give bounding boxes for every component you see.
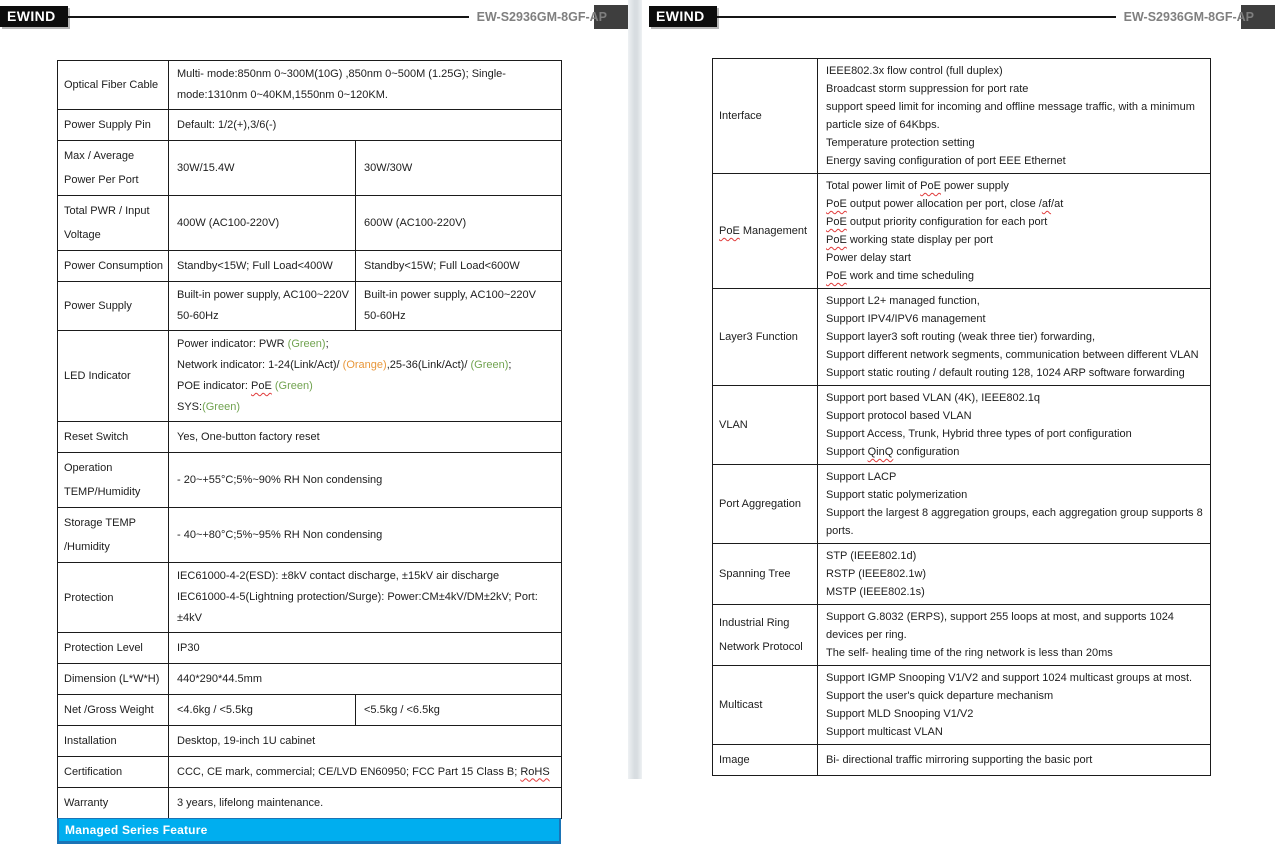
text-line bbox=[177, 64, 555, 106]
text-line bbox=[177, 525, 555, 546]
spec-row bbox=[713, 59, 1211, 174]
text-line bbox=[826, 80, 1204, 98]
spec-row bbox=[58, 141, 562, 196]
spec-value bbox=[818, 174, 1211, 289]
text-segment: Port Aggregation bbox=[719, 498, 801, 510]
text-segment: Spanning Tree bbox=[719, 568, 791, 580]
spec-value bbox=[169, 141, 356, 196]
text-segment: Support LACP bbox=[826, 471, 897, 483]
text-line bbox=[826, 687, 1204, 705]
spec-label bbox=[713, 544, 818, 605]
model-number: EW-S2936GM-8GF-AP bbox=[476, 9, 607, 24]
spec-label bbox=[58, 508, 169, 563]
text-line bbox=[177, 158, 349, 179]
feature-sheet bbox=[712, 58, 1210, 776]
green-status-text: (Green) bbox=[202, 401, 240, 413]
text-segment: IEEE802.3x flow control (full duplex) bbox=[826, 65, 1003, 77]
text-line bbox=[826, 134, 1204, 152]
text-segment: working state display per port bbox=[846, 234, 993, 246]
text-line bbox=[177, 397, 555, 418]
spec-row bbox=[58, 282, 562, 331]
spec-value bbox=[356, 196, 562, 251]
text-segment: /at bbox=[1051, 198, 1064, 210]
text-segment: CCC, CE mark, commercial; CE/LVD EN60950; FCC Part 15 Class B; bbox=[177, 765, 521, 778]
spec-value bbox=[169, 196, 356, 251]
text-line bbox=[826, 62, 1204, 80]
spec-value bbox=[169, 664, 562, 695]
spec-label bbox=[713, 745, 818, 776]
text-line bbox=[826, 644, 1204, 662]
text-line bbox=[826, 292, 1204, 310]
text-segment: The self- healing time of the ring network is less than 20ms bbox=[826, 647, 1113, 659]
text-segment: Certification bbox=[64, 766, 123, 778]
text-segment: 30W/15.4W bbox=[177, 161, 235, 174]
text-segment: Support multicast VLAN bbox=[826, 726, 943, 738]
text-line bbox=[64, 511, 165, 559]
spec-value bbox=[356, 141, 562, 196]
spec-label bbox=[58, 788, 169, 819]
text-segment: Power Supply bbox=[64, 300, 132, 312]
spec-row bbox=[58, 563, 562, 633]
text-line bbox=[64, 254, 165, 278]
left-spec-table bbox=[57, 60, 562, 819]
text-segment: Storage TEMP /Humidity bbox=[64, 517, 136, 553]
text-segment: Layer3 Function bbox=[719, 331, 798, 343]
text-segment: Built-in power supply, AC100~220V bbox=[364, 289, 536, 301]
spec-value bbox=[169, 422, 562, 453]
text-line bbox=[364, 158, 555, 179]
text-line bbox=[364, 256, 555, 277]
text-line bbox=[826, 328, 1204, 346]
text-segment: Support bbox=[826, 446, 868, 458]
text-segment: Power Supply Pin bbox=[64, 119, 151, 131]
spec-row bbox=[58, 695, 562, 726]
text-line bbox=[719, 492, 814, 516]
spec-value bbox=[169, 508, 562, 563]
spec-row bbox=[58, 726, 562, 757]
text-segment: Yes, One-button factory reset bbox=[177, 430, 320, 443]
text-line bbox=[719, 748, 814, 772]
text-line bbox=[826, 751, 1204, 769]
text-line bbox=[64, 425, 165, 449]
text-segment: output priority configuration for each port bbox=[846, 216, 1048, 228]
spec-value bbox=[818, 59, 1211, 174]
misspelled-word: PoE bbox=[920, 180, 941, 192]
spec-value bbox=[169, 726, 562, 757]
text-line bbox=[826, 547, 1204, 565]
text-line bbox=[64, 586, 165, 610]
text-segment: Support G.8032 (ERPS), support 255 loops at most, and supports 1024 devices per ring. bbox=[826, 611, 1174, 641]
text-line bbox=[826, 468, 1204, 486]
spec-row bbox=[58, 788, 562, 819]
misspelled-word: PoE bbox=[826, 234, 847, 246]
text-segment: Support IGMP Snooping V1/V2 and support 1024 multicast groups at most. bbox=[826, 672, 1193, 684]
text-segment: STP (IEEE802.1d) bbox=[826, 550, 917, 562]
text-line bbox=[719, 413, 814, 437]
text-segment: Management bbox=[739, 225, 808, 237]
text-line bbox=[826, 195, 1204, 213]
model-number: EW-S2936GM-8GF-AP bbox=[1123, 9, 1254, 24]
text-line bbox=[177, 285, 349, 306]
page-gutter bbox=[628, 0, 642, 779]
text-line bbox=[826, 705, 1204, 723]
header-rule bbox=[68, 16, 469, 18]
spec-value bbox=[818, 386, 1211, 465]
spec-value bbox=[169, 251, 356, 282]
page-header bbox=[642, 4, 1263, 29]
text-line bbox=[64, 364, 165, 388]
text-segment: IEC61000-4-2(ESD): ±8kV contact discharge, ±15kV air discharge bbox=[177, 570, 500, 582]
text-line bbox=[719, 693, 814, 717]
spec-value bbox=[356, 251, 562, 282]
text-line bbox=[364, 285, 555, 306]
spec-label bbox=[58, 331, 169, 422]
spec-label bbox=[58, 196, 169, 251]
text-line bbox=[177, 700, 349, 721]
text-segment: Standby<15W; Full Load<600W bbox=[364, 259, 520, 272]
text-segment: support speed limit for incoming and offline message traffic, with a minimum particle size of 64Kbps. bbox=[826, 101, 1195, 131]
spec-row bbox=[713, 666, 1211, 745]
spec-row bbox=[58, 664, 562, 695]
spec-value bbox=[356, 695, 562, 726]
text-segment: ; bbox=[325, 338, 329, 350]
text-segment: power supply bbox=[940, 180, 1009, 192]
text-line bbox=[826, 583, 1204, 601]
spec-row bbox=[713, 386, 1211, 465]
text-segment: Warranty bbox=[64, 797, 109, 809]
text-line bbox=[177, 587, 555, 629]
text-segment: <5.5kg / <6.5kg bbox=[364, 703, 440, 716]
text-segment: Operation TEMP/Humidity bbox=[64, 462, 141, 498]
spec-row bbox=[58, 633, 562, 664]
text-segment: Temperature protection setting bbox=[826, 137, 975, 149]
orange-status-text: (Orange) bbox=[342, 359, 387, 371]
spec-label bbox=[58, 726, 169, 757]
misspelled-word: PoE bbox=[719, 225, 740, 237]
spec-label bbox=[58, 757, 169, 788]
spec-value bbox=[169, 331, 562, 422]
text-segment: Support static polymerization bbox=[826, 489, 968, 501]
text-line bbox=[177, 427, 555, 448]
text-line bbox=[719, 219, 814, 243]
spec-label bbox=[713, 59, 818, 174]
text-segment: Industrial Ring Network Protocol bbox=[719, 617, 803, 653]
text-segment: Support protocol based VLAN bbox=[826, 410, 972, 422]
spec-value bbox=[169, 788, 562, 819]
text-line bbox=[64, 456, 165, 504]
spec-label bbox=[58, 110, 169, 141]
text-line bbox=[177, 638, 555, 659]
text-line bbox=[177, 470, 555, 491]
spec-row bbox=[58, 508, 562, 563]
spec-value bbox=[818, 745, 1211, 776]
spec-label bbox=[58, 453, 169, 508]
text-line bbox=[64, 294, 165, 318]
text-segment: Broadcast storm suppression for port rate bbox=[826, 83, 1029, 95]
spec-value bbox=[169, 633, 562, 664]
text-segment: 30W/30W bbox=[364, 161, 413, 174]
brand-logo: EWIND bbox=[649, 6, 717, 27]
text-line bbox=[177, 669, 555, 690]
spec-value bbox=[169, 563, 562, 633]
text-segment: Power indicator: PWR bbox=[177, 338, 288, 350]
misspelled-word: PoE bbox=[826, 216, 847, 228]
spec-row bbox=[58, 61, 562, 110]
text-line bbox=[826, 364, 1204, 382]
text-segment: Max / Average Power Per Port bbox=[64, 150, 139, 186]
text-line bbox=[64, 73, 165, 97]
text-line bbox=[719, 325, 814, 349]
text-line bbox=[826, 346, 1204, 364]
text-segment: Default: 1/2(+),3/6(-) bbox=[177, 118, 277, 131]
text-line bbox=[826, 177, 1204, 195]
text-segment: Support port based VLAN (4K), IEEE802.1q bbox=[826, 392, 1041, 404]
text-segment: Support L2+ managed function, bbox=[826, 295, 980, 307]
text-line bbox=[177, 306, 349, 327]
text-segment: 50-60Hz bbox=[364, 310, 406, 322]
spec-row bbox=[58, 196, 562, 251]
header-rule bbox=[717, 16, 1116, 18]
spec-label bbox=[58, 282, 169, 331]
spec-row bbox=[58, 251, 562, 282]
text-line bbox=[64, 199, 165, 247]
text-segment: VLAN bbox=[719, 419, 748, 431]
spec-label bbox=[58, 664, 169, 695]
text-segment: Protection Level bbox=[64, 642, 143, 654]
text-line bbox=[826, 310, 1204, 328]
spec-sheet bbox=[57, 60, 561, 844]
text-line bbox=[826, 231, 1204, 249]
text-segment: configuration bbox=[893, 446, 960, 458]
spec-label bbox=[58, 695, 169, 726]
text-line bbox=[826, 723, 1204, 741]
text-segment: ; bbox=[508, 359, 512, 371]
green-status-text: (Green) bbox=[274, 380, 313, 392]
text-segment: LED Indicator bbox=[64, 370, 131, 382]
text-line bbox=[64, 144, 165, 192]
text-line bbox=[826, 213, 1204, 231]
text-segment: 440*290*44.5mm bbox=[177, 672, 263, 685]
text-line bbox=[826, 669, 1204, 687]
text-line bbox=[177, 115, 555, 136]
text-line bbox=[64, 791, 165, 815]
green-status-text: (Green) bbox=[470, 359, 509, 371]
misspelled-word: QinQ bbox=[867, 446, 894, 458]
text-segment: Total power limit of bbox=[826, 180, 921, 192]
spec-label bbox=[713, 289, 818, 386]
text-line bbox=[826, 152, 1204, 170]
spec-value bbox=[818, 465, 1211, 544]
text-segment: Support Access, Trunk, Hybrid three types of port configuration bbox=[826, 428, 1132, 440]
spec-row bbox=[713, 544, 1211, 605]
text-segment: Support different network segments, communication between different VLAN bbox=[826, 349, 1199, 361]
text-line bbox=[826, 407, 1204, 425]
text-line bbox=[364, 213, 555, 234]
text-segment: RSTP (IEEE802.1w) bbox=[826, 568, 927, 580]
spec-label bbox=[713, 605, 818, 666]
spec-label bbox=[58, 633, 169, 664]
text-segment: work and time scheduling bbox=[846, 270, 974, 282]
text-line bbox=[826, 389, 1204, 407]
text-line bbox=[64, 760, 165, 784]
text-segment: Multicast bbox=[719, 699, 763, 711]
text-line bbox=[719, 611, 814, 659]
text-segment: ,25-36(Link/Act)/ bbox=[386, 359, 471, 371]
text-segment: POE indicator: bbox=[177, 380, 251, 392]
spec-value bbox=[169, 757, 562, 788]
misspelled-word: PoE bbox=[250, 380, 272, 392]
spec-row bbox=[713, 605, 1211, 666]
text-line bbox=[826, 565, 1204, 583]
spec-row bbox=[58, 422, 562, 453]
text-segment: Energy saving configuration of port EEE Ethernet bbox=[826, 155, 1066, 167]
text-segment: Optical Fiber Cable bbox=[64, 79, 159, 91]
text-segment: IP30 bbox=[177, 641, 200, 654]
text-line bbox=[64, 667, 165, 691]
spec-value bbox=[169, 695, 356, 726]
document-page-left bbox=[0, 0, 628, 837]
text-line bbox=[177, 376, 555, 397]
text-line bbox=[826, 443, 1204, 461]
text-line bbox=[177, 256, 349, 277]
spec-label bbox=[713, 666, 818, 745]
text-line bbox=[826, 608, 1204, 644]
text-segment: output power allocation per port, close / bbox=[846, 198, 1042, 210]
brand-logo: EWIND bbox=[0, 6, 68, 27]
text-segment: Power Consumption bbox=[64, 260, 164, 272]
spec-row bbox=[713, 289, 1211, 386]
text-line bbox=[826, 98, 1204, 134]
spec-value bbox=[818, 666, 1211, 745]
spec-row bbox=[713, 465, 1211, 544]
text-segment: Interface bbox=[719, 110, 762, 122]
text-line bbox=[826, 425, 1204, 443]
text-segment: Support MLD Snooping V1/V2 bbox=[826, 708, 974, 720]
spec-value bbox=[169, 282, 356, 331]
text-line bbox=[177, 334, 555, 355]
right-feature-table bbox=[712, 58, 1211, 776]
spec-label bbox=[58, 422, 169, 453]
spec-value bbox=[169, 110, 562, 141]
spec-value bbox=[818, 605, 1211, 666]
text-segment: Desktop, 19-inch 1U cabinet bbox=[177, 734, 316, 747]
text-line bbox=[364, 306, 555, 327]
managed-series-banner: Managed Series Feature bbox=[57, 818, 561, 844]
text-line bbox=[64, 729, 165, 753]
text-segment: Dimension (L*W*H) bbox=[64, 673, 160, 685]
text-line bbox=[177, 355, 555, 376]
text-line bbox=[64, 113, 165, 137]
text-line bbox=[719, 562, 814, 586]
text-segment: IEC61000-4-5(Lightning protection/Surge): Power:CM±4kV/DM±2kV; Port: ±4kV bbox=[177, 591, 538, 624]
text-segment: Support static routing / default routing 128, 1024 ARP software forwarding bbox=[826, 367, 1185, 379]
spec-label bbox=[58, 61, 169, 110]
text-line bbox=[177, 213, 349, 234]
text-line bbox=[826, 504, 1204, 540]
text-segment: Built-in power supply, AC100~220V bbox=[177, 289, 349, 301]
spec-label bbox=[58, 563, 169, 633]
text-segment: <4.6kg / <5.5kg bbox=[177, 703, 253, 716]
text-line bbox=[177, 566, 555, 587]
text-line bbox=[64, 636, 165, 660]
text-segment: Power delay start bbox=[826, 252, 911, 264]
text-segment: Image bbox=[719, 754, 750, 766]
misspelled-word: RoHS bbox=[520, 765, 550, 778]
text-segment: Support layer3 soft routing (weak three tier) forwarding, bbox=[826, 331, 1096, 343]
spec-label bbox=[713, 386, 818, 465]
green-status-text: (Green) bbox=[287, 338, 326, 350]
text-segment: Bi- directional traffic mirroring supporting the basic port bbox=[826, 754, 1093, 766]
misspelled-word: PoE bbox=[826, 198, 847, 210]
text-segment: SYS: bbox=[177, 401, 203, 413]
spec-label bbox=[58, 141, 169, 196]
text-line bbox=[177, 762, 555, 783]
text-line bbox=[719, 104, 814, 128]
text-segment: Standby<15W; Full Load<400W bbox=[177, 259, 333, 272]
spec-label bbox=[58, 251, 169, 282]
text-segment: 400W (AC100-220V) bbox=[177, 216, 280, 229]
misspelled-word: PoE bbox=[826, 270, 847, 282]
text-segment: Support the largest 8 aggregation groups, each aggregation group supports 8 ports. bbox=[826, 507, 1203, 537]
spec-value bbox=[169, 61, 562, 110]
text-segment: Protection bbox=[64, 591, 114, 604]
text-segment: Support IPV4/IPV6 management bbox=[826, 313, 986, 325]
text-segment: MSTP (IEEE802.1s) bbox=[826, 586, 925, 598]
spec-value bbox=[356, 282, 562, 331]
spec-row bbox=[713, 745, 1211, 776]
text-line bbox=[177, 793, 555, 814]
text-segment: Multi- mode:850nm 0~300M(10G) ,850nm 0~500M (1.25G); Single- mode:1310nm 0~40KM,1550nm 0~120KM. bbox=[177, 68, 506, 101]
text-segment: Net /Gross Weight bbox=[64, 704, 154, 716]
spec-value bbox=[818, 289, 1211, 386]
text-line bbox=[64, 698, 165, 722]
document-page-right bbox=[642, 0, 1263, 779]
text-segment: 3 years, lifelong maintenance. bbox=[177, 796, 324, 809]
text-segment: Reset Switch bbox=[64, 431, 129, 443]
text-segment: Installation bbox=[64, 735, 117, 747]
spec-label bbox=[713, 465, 818, 544]
text-line bbox=[177, 731, 555, 752]
spec-row bbox=[713, 174, 1211, 289]
text-line bbox=[826, 486, 1204, 504]
spec-value bbox=[169, 453, 562, 508]
misspelled-word: af bbox=[1041, 198, 1052, 210]
text-segment: - 40~+80°C;5%~95% RH Non condensing bbox=[177, 528, 383, 541]
page-header bbox=[0, 4, 628, 29]
text-segment: Total PWR / Input Voltage bbox=[64, 205, 150, 241]
text-segment: Network indicator: 1-24(Link/Act)/ bbox=[177, 359, 343, 371]
text-segment: - 20~+55°C;5%~90% RH Non condensing bbox=[177, 473, 383, 486]
spec-value bbox=[818, 544, 1211, 605]
text-segment: Support the user's quick departure mechanism bbox=[826, 690, 1054, 702]
text-line bbox=[364, 700, 555, 721]
spec-row bbox=[58, 453, 562, 508]
text-segment: 50-60Hz bbox=[177, 310, 219, 322]
spec-row bbox=[58, 757, 562, 788]
text-segment: 600W (AC100-220V) bbox=[364, 216, 467, 229]
text-line bbox=[826, 267, 1204, 285]
spec-row bbox=[58, 110, 562, 141]
spec-label bbox=[713, 174, 818, 289]
spec-row bbox=[58, 331, 562, 422]
text-line bbox=[826, 249, 1204, 267]
